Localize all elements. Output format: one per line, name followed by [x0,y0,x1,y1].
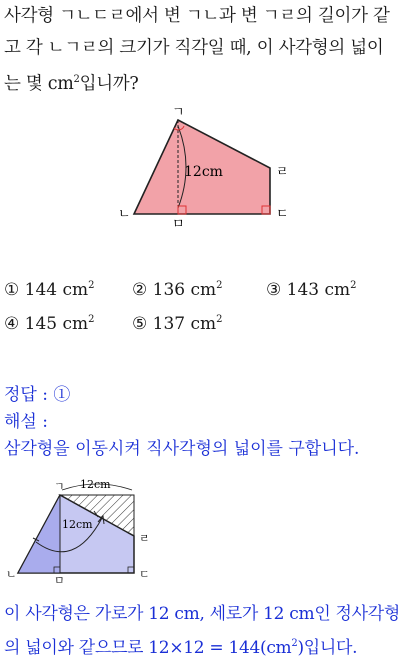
explanation-label: 해설 : [4,412,48,432]
final-line-1: 이 사각형은 가로가 12 cm, 세로가 12 cm인 정사각형 [4,604,400,624]
choice-3[interactable]: ③ 143 $cm^2$ [266,280,357,300]
height-value: 12cm [184,164,223,180]
answer-label: 정답 : ① [4,385,71,405]
choice-5[interactable]: ⑤ 137 $cm^2$ [132,314,223,334]
label-r: ㄹ [276,165,289,180]
label-n: ㄴ [6,568,17,581]
choice-4[interactable]: ④ 145 $cm^2$ [4,314,95,334]
question-text [4,0,398,100]
final-explanation [4,600,398,663]
answer-block [4,382,398,463]
label-m: ㅁ [172,217,185,230]
question-figure [108,104,298,230]
label-d: ㄷ [139,568,150,581]
final-line-2: 의 넓이와 같으므로 $12\times 12 = 144(cm^2)$입니다. [4,638,358,658]
choice-1[interactable]: ① 144 $cm^2$ [4,280,95,300]
label-g: ㄱ [54,480,65,493]
label-r: ㄹ [139,532,150,545]
label-d: ㄷ [276,207,289,222]
choice-2[interactable]: ② 136 $cm^2$ [132,280,223,300]
question-line-2: 고 각 ㄴㄱㄹ의 크기가 직각일 때, 이 사각형의 넓이 [4,38,384,58]
label-g: ㄱ [172,105,185,120]
explanation-line-1: 삼각형을 이동시켜 직사각형의 넓이를 구합니다. [4,439,360,459]
question-line-1: 사각형 ㄱㄴㄷㄹ에서 변 ㄱㄴ과 변 ㄱㄹ의 길이가 같 [4,6,390,26]
top-length-label: 12cm [80,478,111,491]
question-line-3: 는 몇 $cm^2$입니까? [4,74,139,94]
height-value: 12cm [62,518,93,531]
label-m: ㅁ [54,574,65,587]
triangle-to-move [18,495,60,573]
explanation-figure [4,478,164,590]
label-n: ㄴ [118,207,131,222]
